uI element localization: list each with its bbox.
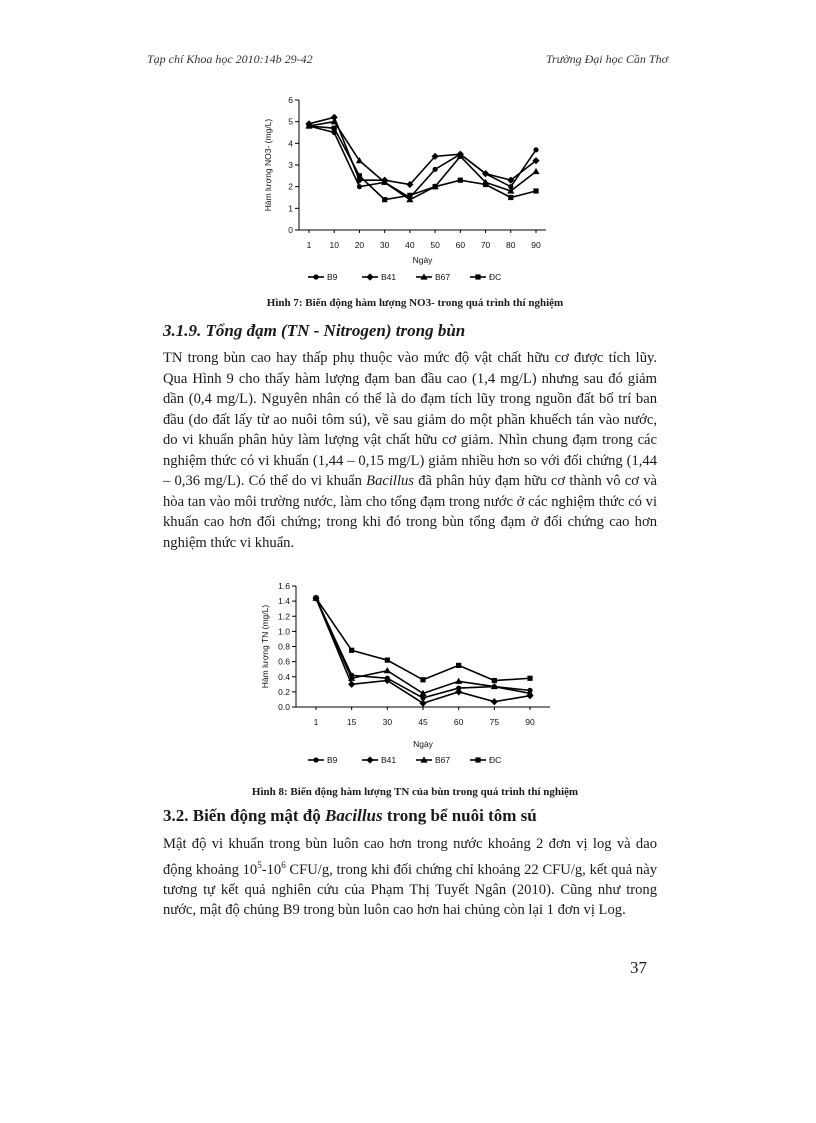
x-tick-label: 1	[306, 240, 312, 250]
legend-label: B41	[381, 272, 397, 282]
tn-line-chart	[0, 575, 816, 775]
paragraph-text: -10	[261, 861, 282, 878]
data-point	[331, 118, 338, 124]
y-tick-label: 0.0	[278, 702, 290, 712]
figure-7-chart	[0, 80, 816, 290]
legend-label: B9	[327, 272, 338, 282]
y-tick-label: 1.4	[278, 596, 290, 607]
y-tick-label: 1.2	[278, 611, 290, 622]
y-tick-label: 5	[288, 116, 293, 127]
no3-line-chart	[0, 80, 816, 290]
x-tick-label: 45	[418, 717, 428, 727]
data-point	[492, 678, 497, 683]
legend-item-B67	[416, 272, 450, 282]
paragraph-text: TN trong bùn cao hay thấp phụ thuộc vào mức độ vật chất hữu cơ được tích lũy. Qua Hình 9 cho thấy hàm lượng đạm ban đầu cao (1,4 mg/L) nhưng sau đó giảm dần (0,4 mg/L). Nguyên nhân có thể là do đạm tích lũy trong nguồn đất bố trí ban đầu (do đất lấy từ ao nuôi tôm sú), về sau giảm do một phần khuếch tán vào nước, do vi khuẩn phân hủy làm lượng vật chất hữu cơ giảm. Nhìn chung đạm trong các nghiệm thức có vi khuẩn (1,44 – 0,15 mg/L) giảm nhiều hơn so với đối chứng (1,44 – 0,36 mg/L). Có thể do vi khuẩn	[163, 350, 657, 489]
journal-header: Tạp chí Khoa học 2010:14b 29-42	[147, 52, 313, 66]
page-number: 37	[630, 958, 647, 977]
y-tick-label: 0.6	[278, 656, 290, 667]
data-point	[384, 667, 391, 673]
legend-label: ĐC	[489, 755, 502, 765]
series-line	[316, 598, 530, 698]
y-tick-label: 0.4	[278, 671, 290, 682]
data-point	[491, 698, 498, 705]
y-tick-label: 0.2	[278, 686, 290, 697]
y-tick-label: 1.6	[278, 581, 290, 591]
y-tick-label: 6	[288, 95, 293, 105]
x-tick-label: 75	[489, 717, 500, 727]
legend-marker	[475, 274, 480, 279]
x-tick-label: 30	[382, 717, 393, 727]
x-tick-label: 15	[346, 717, 357, 727]
data-point	[407, 193, 412, 198]
legend-label: ĐC	[489, 272, 502, 282]
x-tick-label: 60	[455, 240, 466, 250]
legend-item-B67	[416, 755, 450, 765]
paragraph-text: Mật độ vi khuẩn trong bùn luôn cao hơn trong nước khoảng 2 đơn vị log và dao động khoảng 10	[163, 836, 657, 878]
section-3-2-title	[163, 806, 537, 826]
x-tick-label: 90	[525, 717, 535, 727]
x-tick-label: 1	[313, 717, 319, 727]
data-point	[420, 677, 425, 682]
data-point	[456, 663, 461, 668]
data-point	[385, 658, 390, 663]
legend-marker	[475, 757, 480, 762]
legend-marker	[366, 756, 373, 763]
exponent: 6	[281, 859, 286, 870]
data-point	[533, 188, 538, 193]
y-tick-label: 2	[288, 181, 293, 192]
data-point	[332, 126, 337, 131]
bacillus-term: Bacillus	[366, 473, 414, 489]
legend-marker	[313, 757, 318, 762]
data-point	[357, 184, 362, 189]
data-point	[433, 184, 438, 189]
legend-item-B41	[362, 272, 396, 282]
data-point	[532, 168, 539, 174]
y-tick-label: 0	[288, 225, 293, 235]
y-tick-label: 3	[288, 160, 293, 170]
x-tick-label: 10	[329, 240, 339, 250]
legend-item-B41	[362, 755, 396, 765]
figure-8-caption: Hình 8: Biến động hàm lượng TN của bùn trong quá trình thí nghiệm	[251, 786, 579, 798]
university-header: Trường Đại học Cần Thơ	[545, 52, 668, 66]
y-tick-label: 1.0	[278, 626, 290, 637]
legend-label: B67	[435, 272, 451, 282]
section-text: 3.2. Biến động mật độ	[163, 806, 325, 825]
x-tick-label: 50	[430, 240, 440, 250]
legend-item-ĐC	[470, 755, 501, 765]
section-text: trong bể nuôi tôm sú	[382, 806, 537, 825]
series-B9	[313, 596, 532, 701]
bacillus-term: Bacillus	[325, 806, 383, 825]
y-axis-title: Hàm lượng NO3- (mg/L)	[263, 118, 273, 212]
data-point	[533, 147, 538, 152]
legend-item-B9	[308, 755, 338, 765]
legend-label: B41	[381, 755, 397, 765]
legend-item-B9	[308, 272, 338, 282]
legend-label: B9	[327, 755, 338, 765]
x-tick-label: 20	[354, 240, 365, 250]
data-point	[433, 167, 438, 172]
paragraph-bacillus-density	[163, 834, 657, 921]
x-tick-label: 60	[453, 717, 464, 727]
legend-marker	[313, 274, 318, 279]
legend-label: B67	[435, 755, 451, 765]
x-tick-label: 80	[506, 240, 516, 250]
data-point	[348, 681, 355, 688]
y-tick-label: 0.8	[278, 641, 290, 652]
series-line	[309, 122, 536, 200]
data-point	[458, 178, 463, 183]
legend-item-ĐC	[470, 272, 501, 282]
data-point	[483, 182, 488, 187]
x-axis-title: Ngày	[412, 255, 433, 265]
x-tick-label: 70	[480, 240, 491, 250]
data-point	[382, 197, 387, 202]
y-tick-label: 4	[288, 138, 293, 149]
series-B41	[305, 114, 539, 188]
data-point	[349, 648, 354, 653]
figure-8-chart	[0, 575, 816, 775]
data-point	[306, 123, 311, 128]
y-axis-title: Hàm lượng TN (mg/L)	[260, 604, 270, 689]
paragraph-text: đã phân hủy đạm hữu cơ thành vô cơ và hòa tan vào môi trường nước, làm cho tổng đạm trong nước ở các nghiệm thức có vi khuẩn cao hơn đối chứng; trong khi đó trong bùn tổng đạm ở đối chứng cao hơn nghiệm thức vi khuẩn.	[163, 473, 657, 551]
x-tick-label: 30	[379, 240, 390, 250]
data-point	[455, 678, 462, 684]
x-tick-label: 40	[405, 240, 415, 250]
section-3-1-9-title: 3.1.9. Tổng đạm (TN - Nitrogen) trong bùn	[163, 321, 466, 340]
series-B67	[305, 118, 539, 202]
legend-marker	[366, 273, 373, 280]
y-tick-label: 1	[288, 203, 293, 214]
figure-7-caption: Hình 7: Biến động hàm lượng NO3- trong quá trình thí nghiệm	[266, 297, 564, 309]
x-tick-label: 90	[531, 240, 541, 250]
data-point	[508, 195, 513, 200]
x-axis-title: Ngày	[413, 739, 433, 749]
data-point	[313, 596, 318, 601]
paragraph-text: CFU/g, trong khi đối chứng chỉ khoảng 22 CFU/g, kết quả này tương tự kết quả nghiên cứu của Phạm Thị Tuyết Ngân (2010). Cũng như trong nước, mật độ chủng B9 trong bùn luôn cao hơn hai chủng còn lại 1 đơn vị Log.	[163, 861, 658, 919]
data-point	[357, 173, 362, 178]
paragraph-tn-sludge	[163, 348, 657, 553]
exponent: 5	[257, 859, 262, 870]
data-point	[527, 676, 532, 681]
